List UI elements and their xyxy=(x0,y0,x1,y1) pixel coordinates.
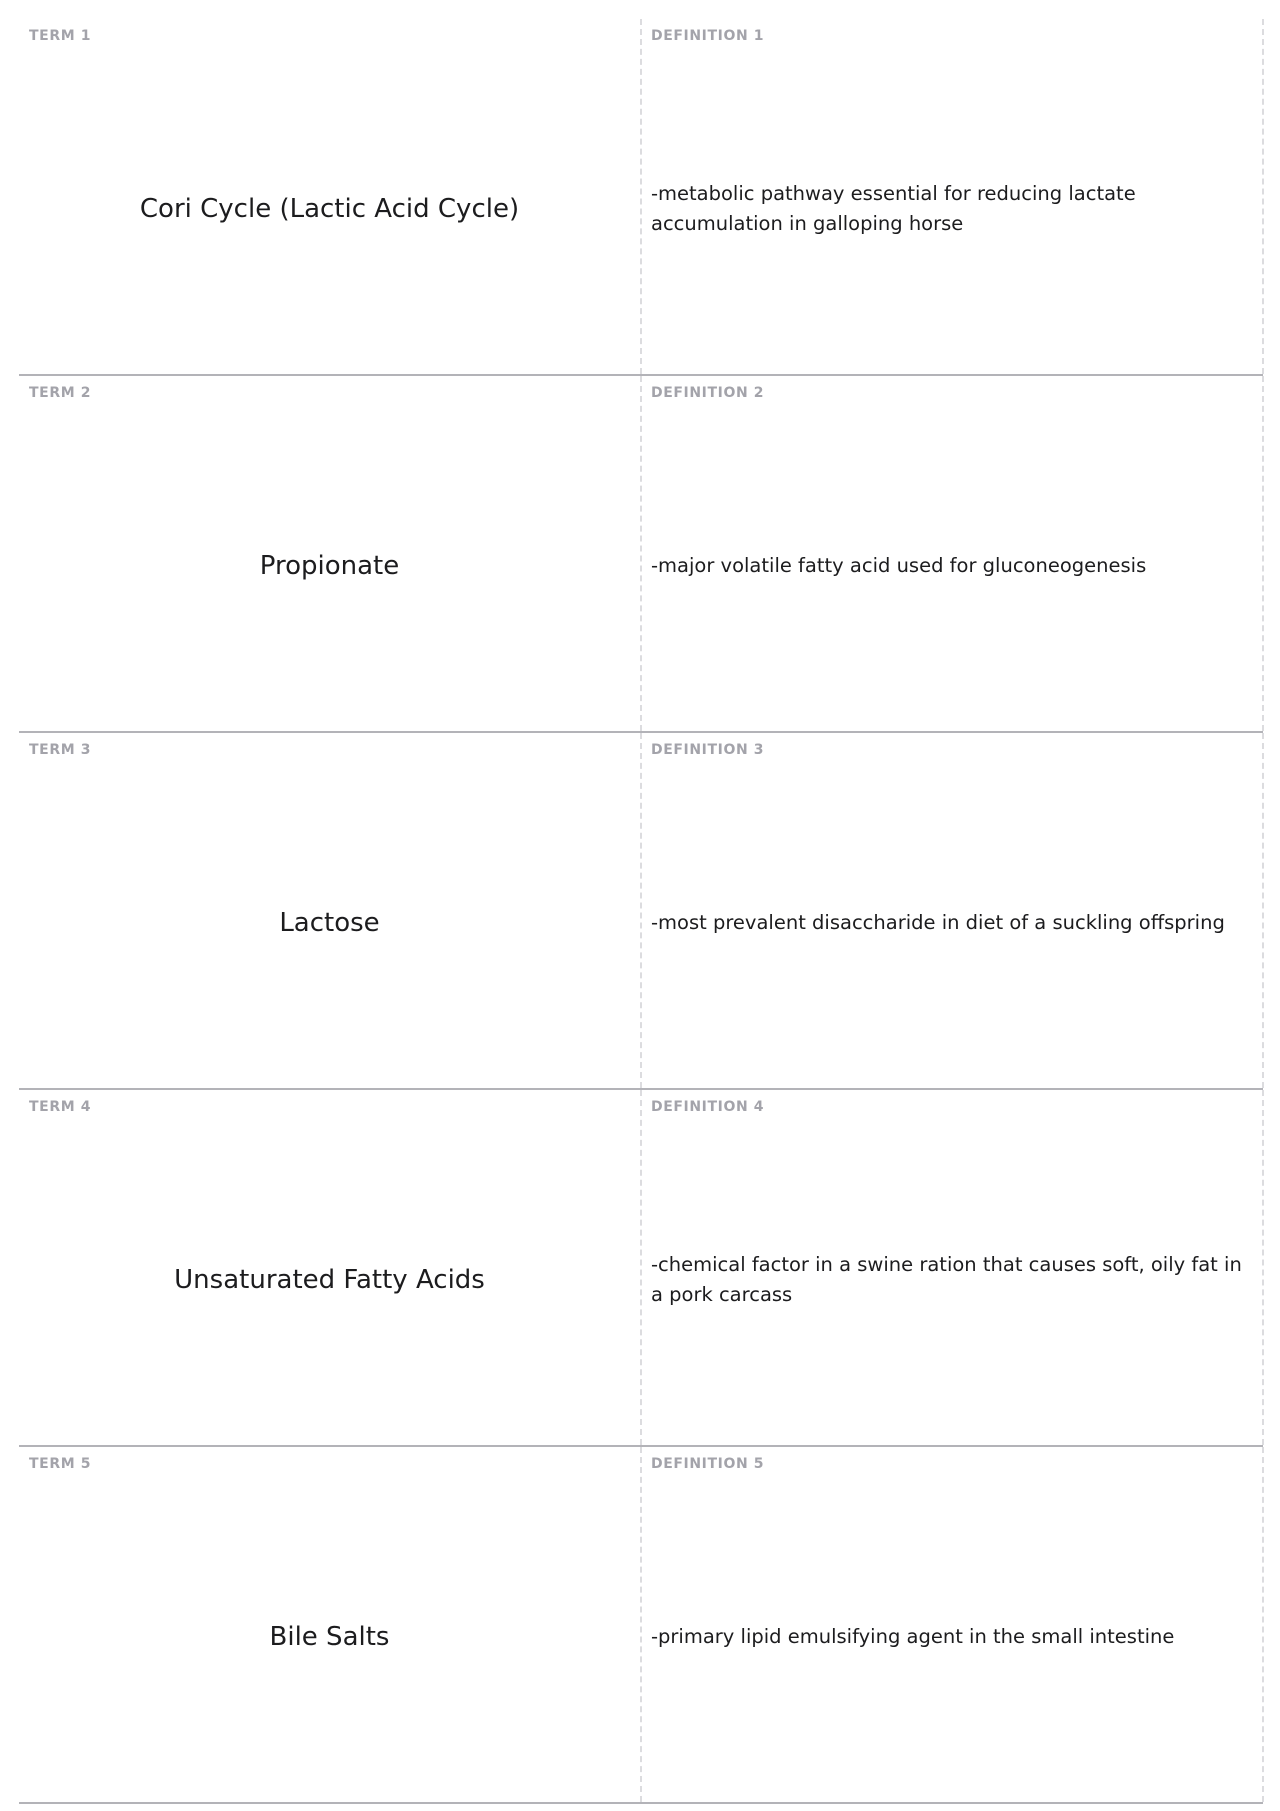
term-text: Lactose xyxy=(279,907,380,938)
definition-label: DEFINITION 2 xyxy=(651,385,765,401)
definition-label: DEFINITION 1 xyxy=(651,28,765,44)
term-label: TERM 1 xyxy=(29,28,92,44)
flashcard-row xyxy=(19,1090,1263,1447)
definition-cell xyxy=(642,1447,1264,1802)
flashcard-row xyxy=(19,19,1263,376)
flashcard-row xyxy=(19,1447,1263,1804)
term-text: Cori Cycle (Lactic Acid Cycle) xyxy=(139,193,520,224)
term-cell xyxy=(19,733,642,1088)
definition-text: -most prevalent disaccharide in diet of a suckling offspring xyxy=(651,910,1225,934)
term-text: Unsaturated Fatty Acids xyxy=(174,1264,485,1295)
term-cell xyxy=(19,376,642,731)
term-label: TERM 5 xyxy=(29,1456,92,1472)
term-cell xyxy=(19,1090,642,1445)
definition-cell xyxy=(642,19,1264,374)
term-label: TERM 2 xyxy=(29,385,92,401)
term-cell xyxy=(19,19,642,374)
definition-label: DEFINITION 3 xyxy=(651,742,765,758)
definition-cell xyxy=(642,1090,1264,1445)
term-cell xyxy=(19,1447,642,1802)
definition-cell xyxy=(642,733,1264,1088)
term-label: TERM 3 xyxy=(29,742,92,758)
definition-cell xyxy=(642,376,1264,731)
definition-text: -major volatile fatty acid used for gluconeogenesis xyxy=(651,553,1147,577)
definition-text: -primary lipid emulsifying agent in the small intestine xyxy=(651,1624,1175,1648)
definition-label: DEFINITION 4 xyxy=(651,1099,765,1115)
flashcard-sheet xyxy=(19,19,1263,1804)
term-text: Bile Salts xyxy=(269,1621,390,1652)
definition-text: -metabolic pathway essential for reducing lactate accumulation in galloping horse xyxy=(651,181,1136,235)
definition-label: DEFINITION 5 xyxy=(651,1456,765,1472)
flashcard-row xyxy=(19,376,1263,733)
term-label: TERM 4 xyxy=(29,1099,92,1115)
flashcard-row xyxy=(19,733,1263,1090)
definition-text: -chemical factor in a swine ration that causes soft, oily fat in a pork carcass xyxy=(651,1252,1242,1306)
term-text: Propionate xyxy=(259,550,400,581)
